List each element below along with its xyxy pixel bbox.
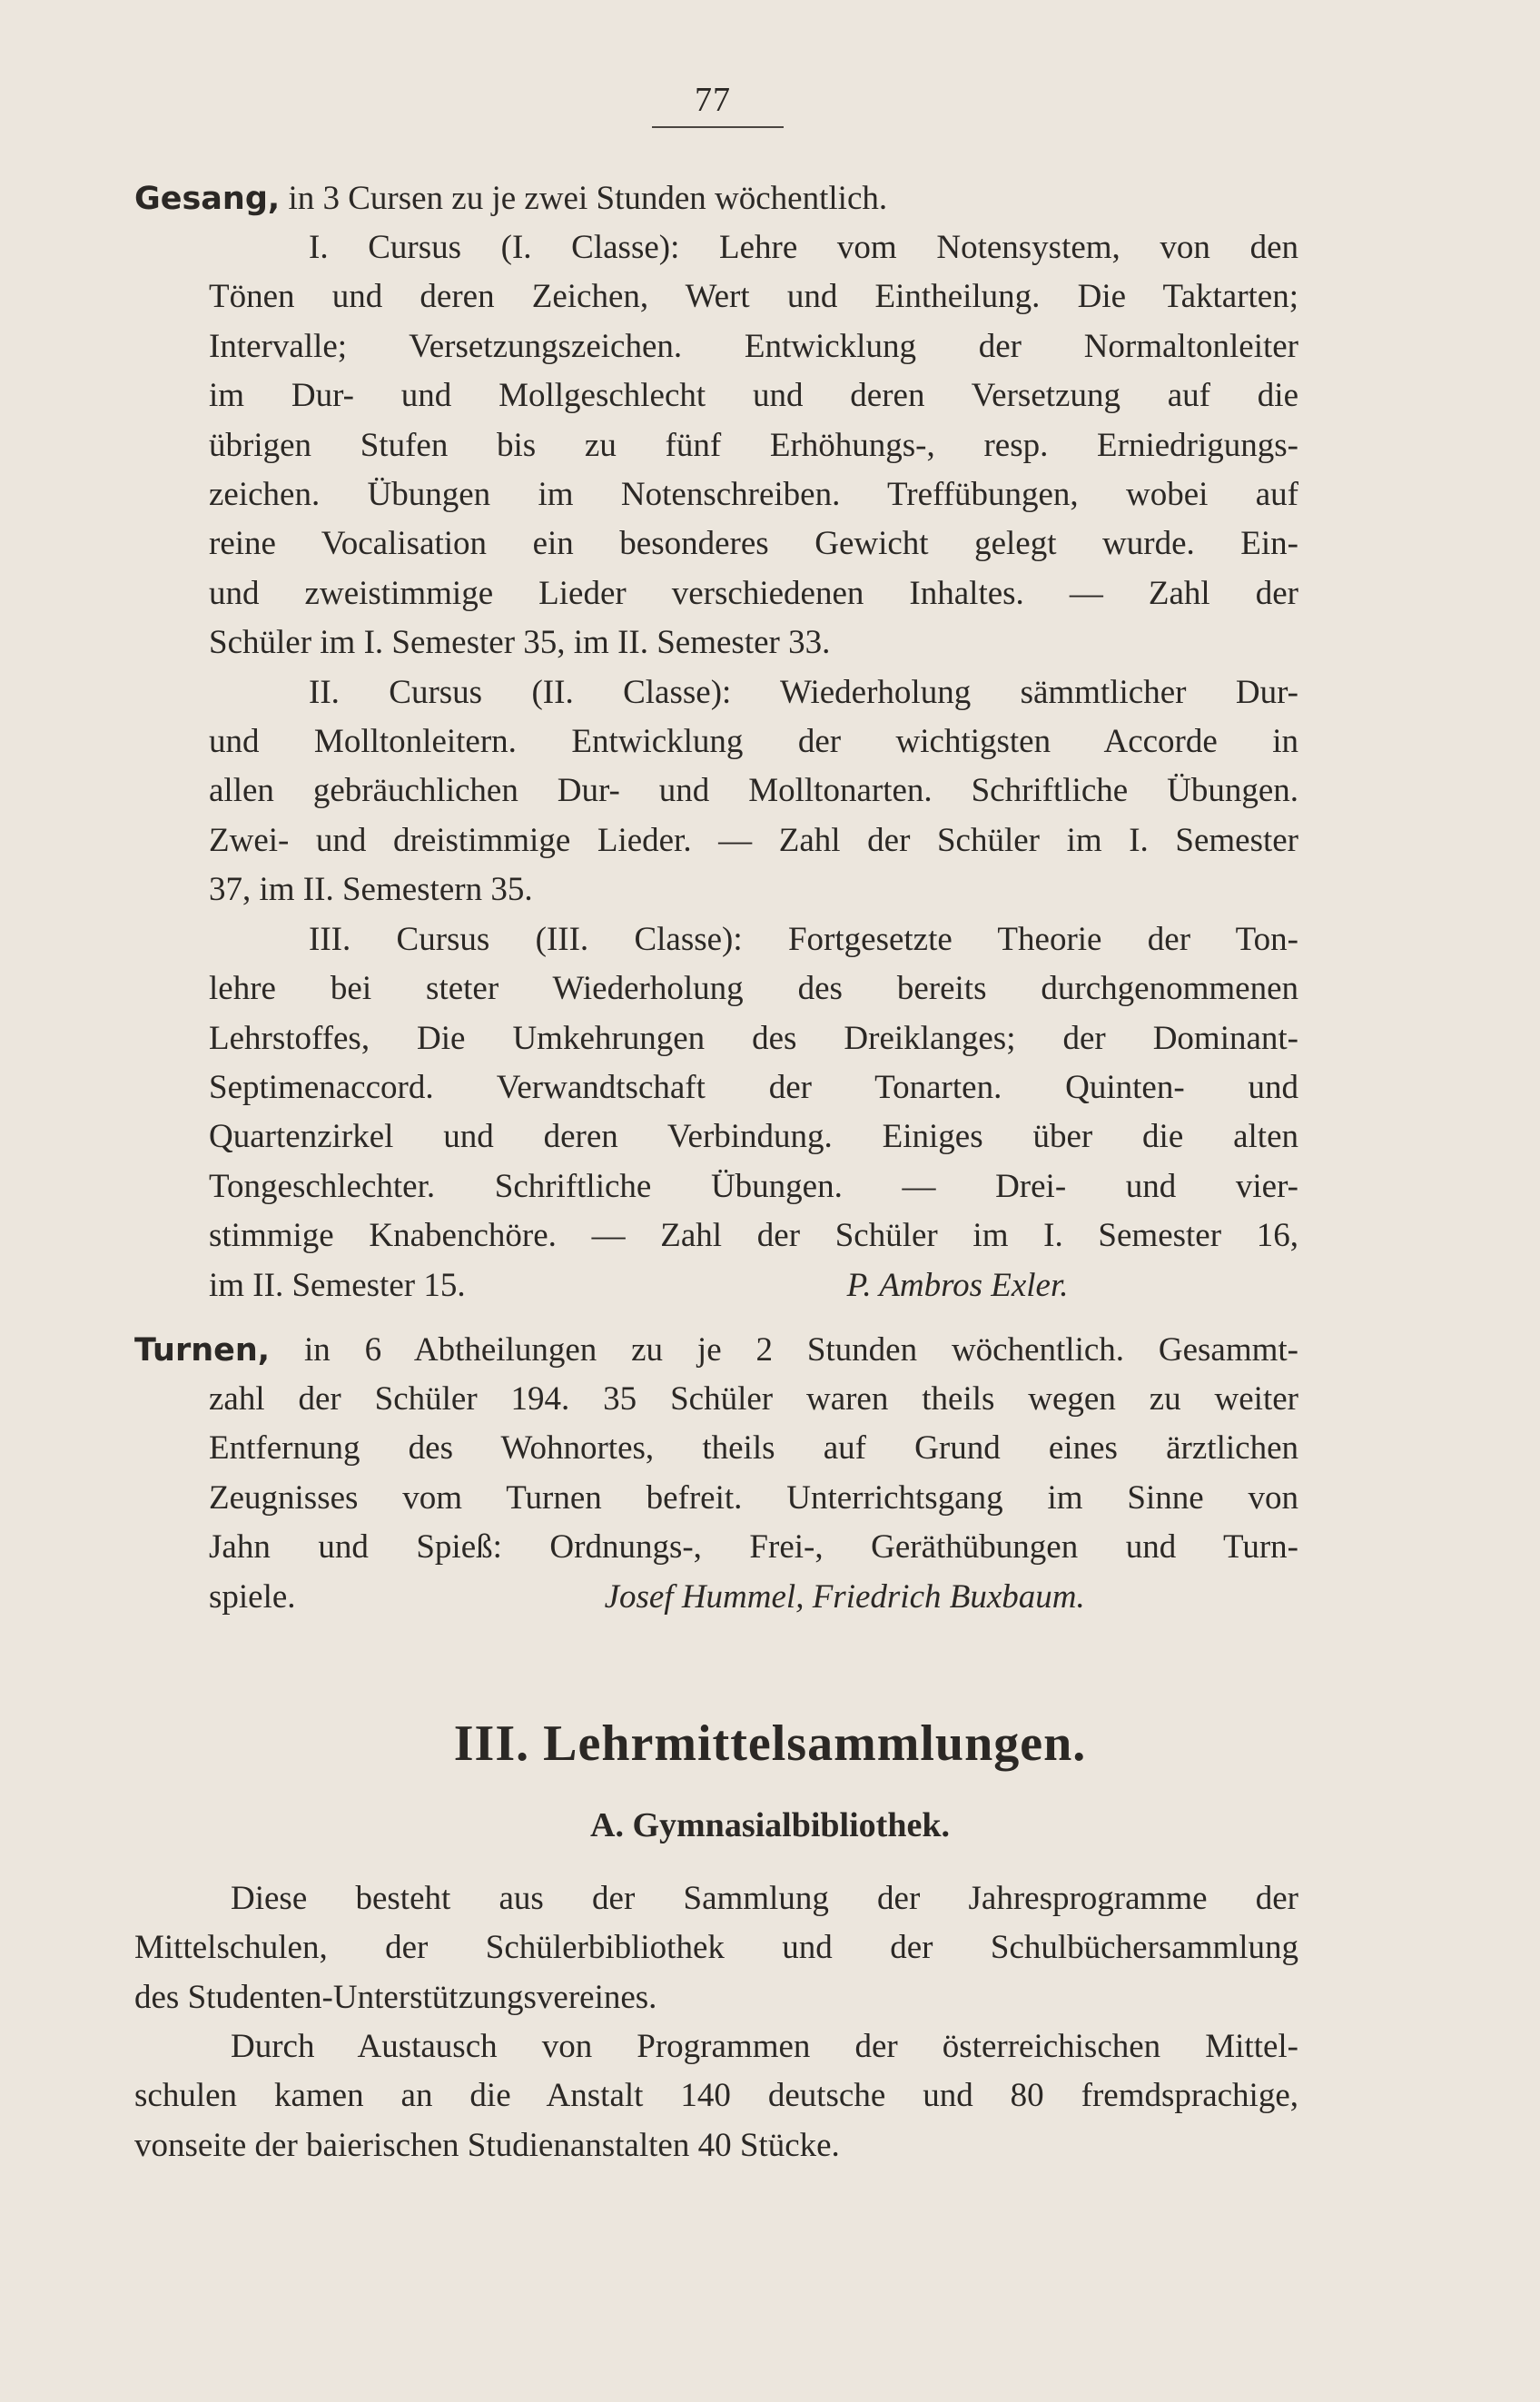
gesang-first-line-block (134, 174, 1298, 223)
gesang-line: Tongeschlechter. Schriftliche Übungen. — Drei- und vier- (209, 1167, 1298, 1205)
library-line: Mittelschulen, der Schülerbibliothek und der Schulbüchersammlung (134, 1929, 1298, 1967)
gesang-last-line (209, 1261, 1298, 1310)
gesang-line: Lehrstoffes, Die Umkehrungen des Dreiklanges; der Dominant- (209, 1019, 1298, 1057)
gesang-line: im Dur- und Mollgeschlecht und deren Versetzung auf die (209, 377, 1298, 415)
turnen-signature: Josef Hummel, Friedrich Buxbaum. (604, 1577, 1085, 1616)
turnen-last-line (209, 1573, 1298, 1622)
turnen-line: zahl der Schüler 194. 35 Schüler waren theils wegen zu weiter (209, 1380, 1298, 1418)
turnen-first-line-text: in 6 Abtheilungen zu je 2 Stunden wöchentlich. Gesammt- (303, 1331, 1299, 1369)
library-line: des Studenten-Unterstützungsvereines. (134, 1978, 657, 2016)
gesang-line: Intervalle; Versetzungszeichen. Entwicklung der Normaltonleiter (209, 327, 1298, 365)
gesang-line: Septimenaccord. Verwandtschaft der Tonarten. Quinten- und (209, 1068, 1298, 1106)
page-number-rule (652, 126, 784, 128)
gesang-body (209, 223, 1298, 1310)
gesang-line: stimmige Knabenchöre. — Zahl der Schüler im I. Semester 16, (209, 1217, 1298, 1255)
gesang-line: und Molltonleitern. Entwicklung der wichtigsten Accorde in (209, 723, 1298, 761)
gesang-last-line-text: im II. Semester 15. (209, 1266, 466, 1304)
turnen-first-line (134, 1326, 1298, 1375)
gesang-line: Schüler im I. Semester 35, im II. Semester 33. (209, 624, 831, 662)
gesang-line: reine Vocalisation ein besonderes Gewicht gelegt wurde. Ein- (209, 525, 1298, 563)
gesang-line: übrigen Stufen bis zu fünf Erhöhungs-, resp. Erniedrigungs- (209, 426, 1298, 464)
turnen-line: Jahn und Spieß: Ordnungs-, Frei-, Geräthübungen und Turn- (209, 1528, 1298, 1567)
turnen-first-line-block (134, 1326, 1298, 1375)
gesang-signature: P. Ambros Exler. (846, 1266, 1069, 1304)
library-paragraph-1 (134, 1874, 1298, 2022)
turnen-heading: Turnen, (134, 1332, 271, 1369)
gesang-line: zeichen. Übungen im Notenschreiben. Treffübungen, wobei auf (209, 476, 1298, 514)
library-line: Diese besteht aus der Sammlung der Jahresprogramme der (231, 1880, 1298, 1917)
turnen-line: Entfernung des Wohnortes, theils auf Grund eines ärztlichen (209, 1429, 1298, 1468)
turnen-last-line-text: spiele. (209, 1577, 296, 1616)
gesang-line: I. Cursus (I. Classe): Lehre vom Notensystem, von den (309, 229, 1298, 266)
gesang-line: lehre bei steter Wiederholung des bereits durchgenommenen (209, 970, 1298, 1008)
gesang-first-line-text: in 3 Cursen zu je zwei Stunden wöchentlich. (288, 180, 888, 217)
turnen-line: Zeugnisses vom Turnen befreit. Unterrichtsgang im Sinne von (209, 1478, 1298, 1517)
gesang-line: Zwei- und dreistimmige Lieder. — Zahl der Schüler im I. Semester (209, 821, 1298, 859)
gesang-line: Quartenzirkel und deren Verbindung. Einiges über die alten (209, 1118, 1298, 1156)
library-line: Durch Austausch von Programmen der österreichischen Mittel- (231, 2028, 1298, 2065)
gesang-first-line (134, 174, 1298, 223)
library-paragraph-2 (134, 2022, 1298, 2170)
gesang-heading: Gesang, (134, 181, 281, 217)
gesang-line: 37, im II. Semestern 35. (209, 871, 533, 909)
library-line: vonseite der baierischen Studienanstalten 40 Stücke. (134, 2126, 840, 2164)
page-number: 77 (695, 81, 731, 119)
gesang-line: Tönen und deren Zeichen, Wert und Eintheilung. Die Taktarten; (209, 278, 1298, 316)
section-title: III. Lehrmittelsammlungen. (453, 1715, 1087, 1772)
gesang-line: III. Cursus (III. Classe): Fortgesetzte Theorie der Ton- (309, 920, 1298, 958)
gesang-line: allen gebräuchlichen Dur- und Molltonarten. Schriftliche Übungen. (209, 772, 1298, 810)
section-subtitle: A. Gymnasialbibliothek. (590, 1806, 950, 1844)
gesang-line: II. Cursus (II. Classe): Wiederholung sämmtlicher Dur- (309, 673, 1298, 711)
turnen-body (209, 1375, 1298, 1622)
gesang-line: und zweistimmige Lieder verschiedenen Inhaltes. — Zahl der (209, 574, 1298, 612)
library-line: schulen kamen an die Anstalt 140 deutsche und 80 fremdsprachige, (134, 2077, 1298, 2115)
